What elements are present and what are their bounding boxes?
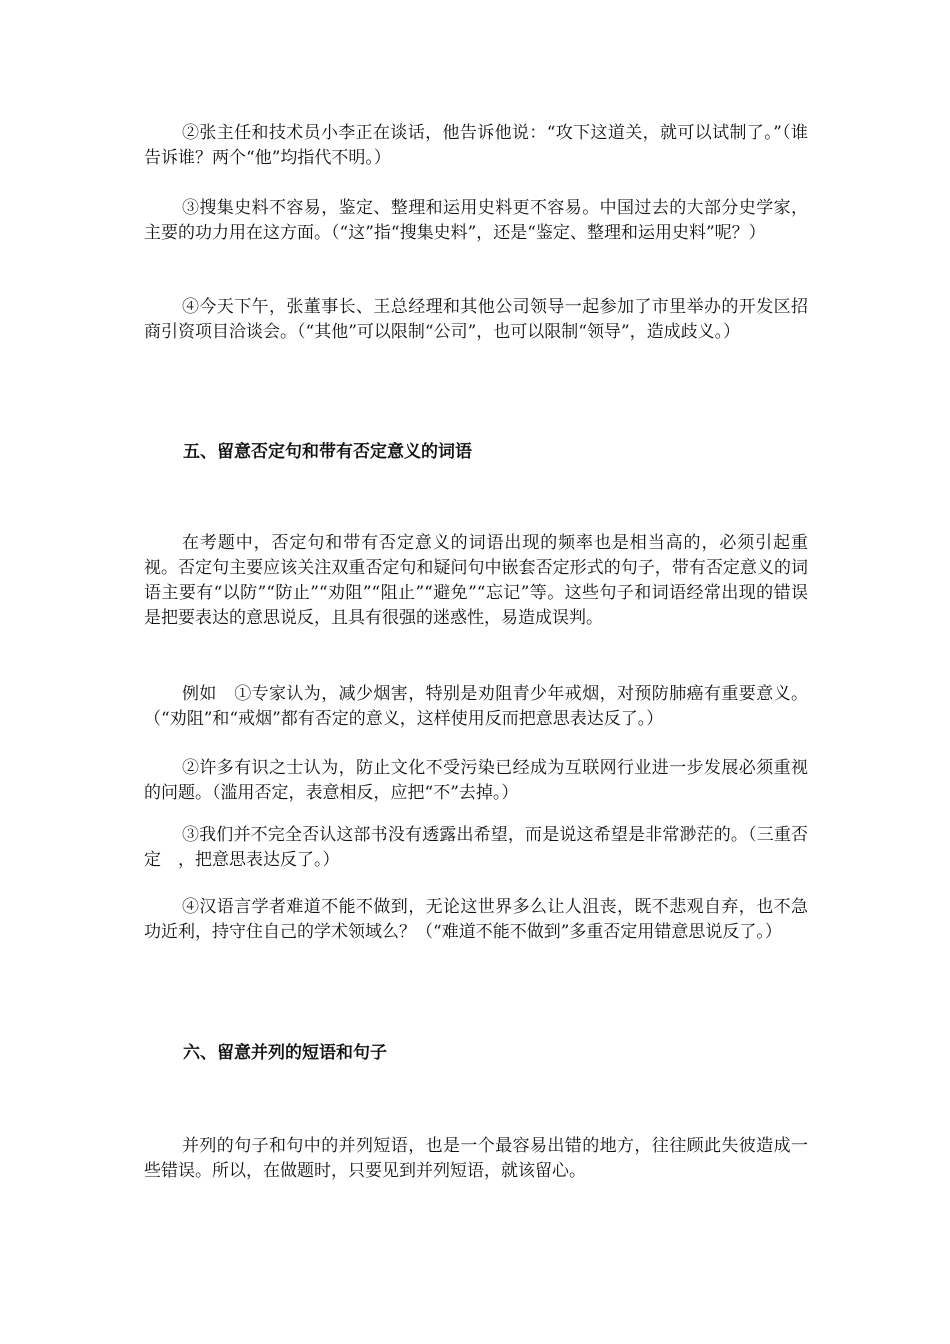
negation-example-2: ②许多有识之士认为，防止文化不受污染已经成为互联网行业进一步发展必须重视的问题。（滥用否定，表意相反，应把“不”去掉。） xyxy=(144,758,808,803)
negation-example-4: ④汉语言学者难道不能不做到，无论这世界多么让人沮丧，既不悲观自弃，也不急功近利，持守住自己的学术领域么？（“难道不能不做到”多重否定用错意思说反了。） xyxy=(144,897,808,942)
section-six-heading: 六、留意并列的短语和句子 xyxy=(183,1043,387,1063)
section-five-heading: 五、留意否定句和带有否定意义的词语 xyxy=(183,442,472,462)
section-five-intro-paragraph: 在考题中，否定句和带有否定意义的词语出现的频率也是相当高的，必须引起重视。否定句主要应该关注双重否定句和疑问句中嵌套否定形式的句子，带有否定意义的词语主要有“以防”“防止”“劝阻”“阻止”“避免”“忘记”等。这些句子和词语经常出现的错误是把要表达的意思说反，且具有很强的迷惑性，易造成误判。 xyxy=(144,533,808,628)
example-4-ambiguous-modifier: ④今天下午，张董事长、王总经理和其他公司领导一起参加了市里举办的开发区招商引资项目洽谈会。（“其他”可以限制“公司”，也可以限制“领导”，造成歧义。） xyxy=(144,297,808,342)
example-2-ambiguous-pronoun: ②张主任和技术员小李正在谈话，他告诉他说：“攻下这道关，就可以试制了。”（谁告诉谁？两个“他”均指代不明。） xyxy=(144,123,808,168)
section-six-intro-paragraph: 并列的句子和句中的并列短语，也是一个最容易出错的地方，往往顾此失彼造成一些错误。所以，在做题时，只要见到并列短语，就该留心。 xyxy=(144,1136,808,1181)
negation-example-1: 例如 ①专家认为，减少烟害，特别是劝阻青少年戒烟，对预防肺癌有重要意义。（“劝阻”和“戒烟”都有否定的意义，这样使用反而把意思表达反了。） xyxy=(144,684,808,729)
negation-example-3: ③我们并不完全否认这部书没有透露出希望，而是说这希望是非常渺茫的。（三重否定 ，把意思表达反了。） xyxy=(144,825,808,870)
example-3-ambiguous-reference: ③搜集史料不容易，鉴定、整理和运用史料更不容易。中国过去的大部分史学家，主要的功力用在这方面。（“这”指“搜集史料”，还是“鉴定、整理和运用史料”呢？） xyxy=(144,198,808,243)
